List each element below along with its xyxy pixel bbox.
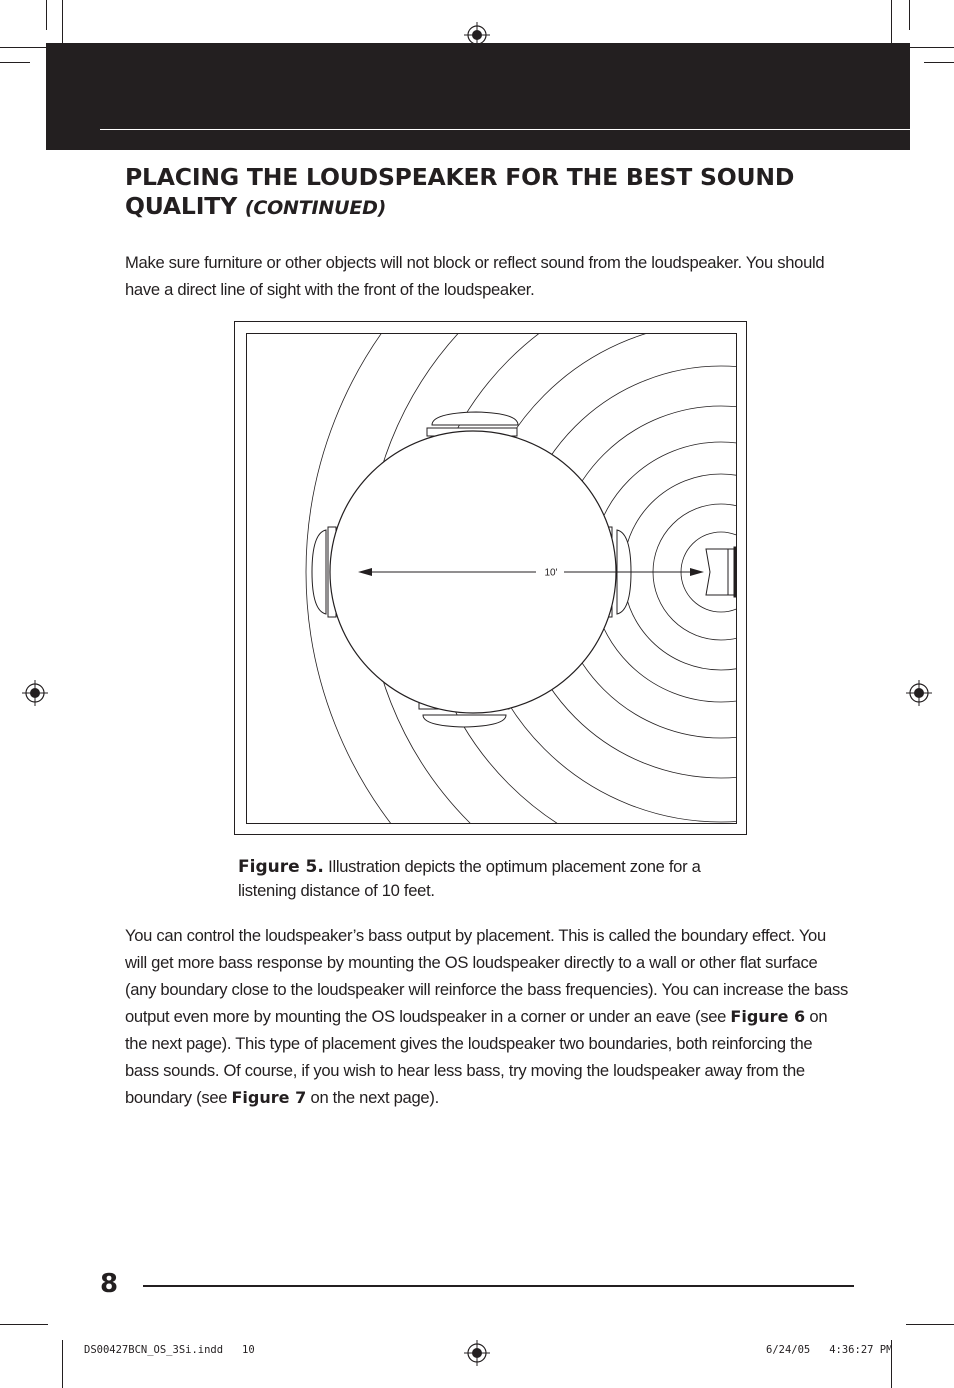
crop-mark — [62, 1340, 63, 1388]
loudspeaker-icon — [706, 547, 737, 597]
boundary-effect-paragraph — [125, 922, 850, 1111]
paragraph-text: on the next page). — [306, 1088, 439, 1107]
placement-diagram — [246, 333, 737, 824]
chair-icon — [432, 412, 518, 425]
footer-rule — [143, 1285, 854, 1287]
crop-mark — [0, 47, 48, 48]
paragraph-text: You can control the loudspeaker’s bass output by placement. This is called the boundary effect. You will get more bass response by mounting the OS loudspeaker directly to a wall or other flat surface (any boundary close to the loudspeaker will reinforce the bass frequencies). You can increase the bass output even more by mounting the OS loudspeaker in a corner or under an eave (see — [125, 926, 849, 1026]
header-band — [46, 43, 910, 150]
crop-mark — [0, 62, 30, 63]
registration-mark-icon — [906, 680, 932, 706]
distance-label: 10' — [544, 567, 558, 579]
page-title — [125, 163, 845, 223]
caption-text: Illustration depicts the optimum placement zone for a listening distance of 10 feet. — [238, 857, 701, 900]
crop-mark — [62, 0, 63, 48]
registration-mark-icon — [464, 1340, 490, 1366]
intro-paragraph: Make sure furniture or other objects will not block or reflect sound from the loudspeaker. You should have a direct line of sight with the front of the loudspeaker. — [125, 253, 825, 299]
crop-mark — [906, 1324, 954, 1325]
title-text: PLACING THE LOUDSPEAKER FOR THE BEST SOUND QUALITY — [125, 163, 795, 220]
page-number: 8 — [100, 1269, 119, 1299]
crop-mark — [46, 0, 47, 30]
crop-mark — [909, 0, 910, 30]
date-slug: 6/24/05 4:36:27 PM — [766, 1344, 893, 1356]
crop-mark — [906, 47, 954, 48]
figure-label: Figure 5. — [238, 857, 324, 877]
chair-icon — [423, 715, 506, 727]
file-slug: DS00427BCN_OS_3Si.indd 10 — [84, 1344, 255, 1356]
crop-mark — [0, 1324, 48, 1325]
header-rule — [100, 129, 910, 130]
registration-mark-icon — [22, 680, 48, 706]
figure-7-reference: Figure 7 — [231, 1088, 307, 1107]
paragraph-text: on the next page). This type of placement gives the loudspeaker two boundaries, both reinforcing the bass sounds. Of course, if you wish to hear less bass, try moving the loudspeaker away from the boundary (see — [125, 1007, 828, 1107]
figure-6-reference: Figure 6 — [730, 1007, 806, 1026]
chair-icon — [312, 530, 326, 614]
crop-mark — [924, 62, 954, 63]
title-suffix: (CONTINUED) — [244, 197, 387, 219]
figure-caption — [238, 855, 718, 902]
arrowhead-right-icon — [690, 568, 704, 576]
crop-mark — [891, 0, 892, 48]
